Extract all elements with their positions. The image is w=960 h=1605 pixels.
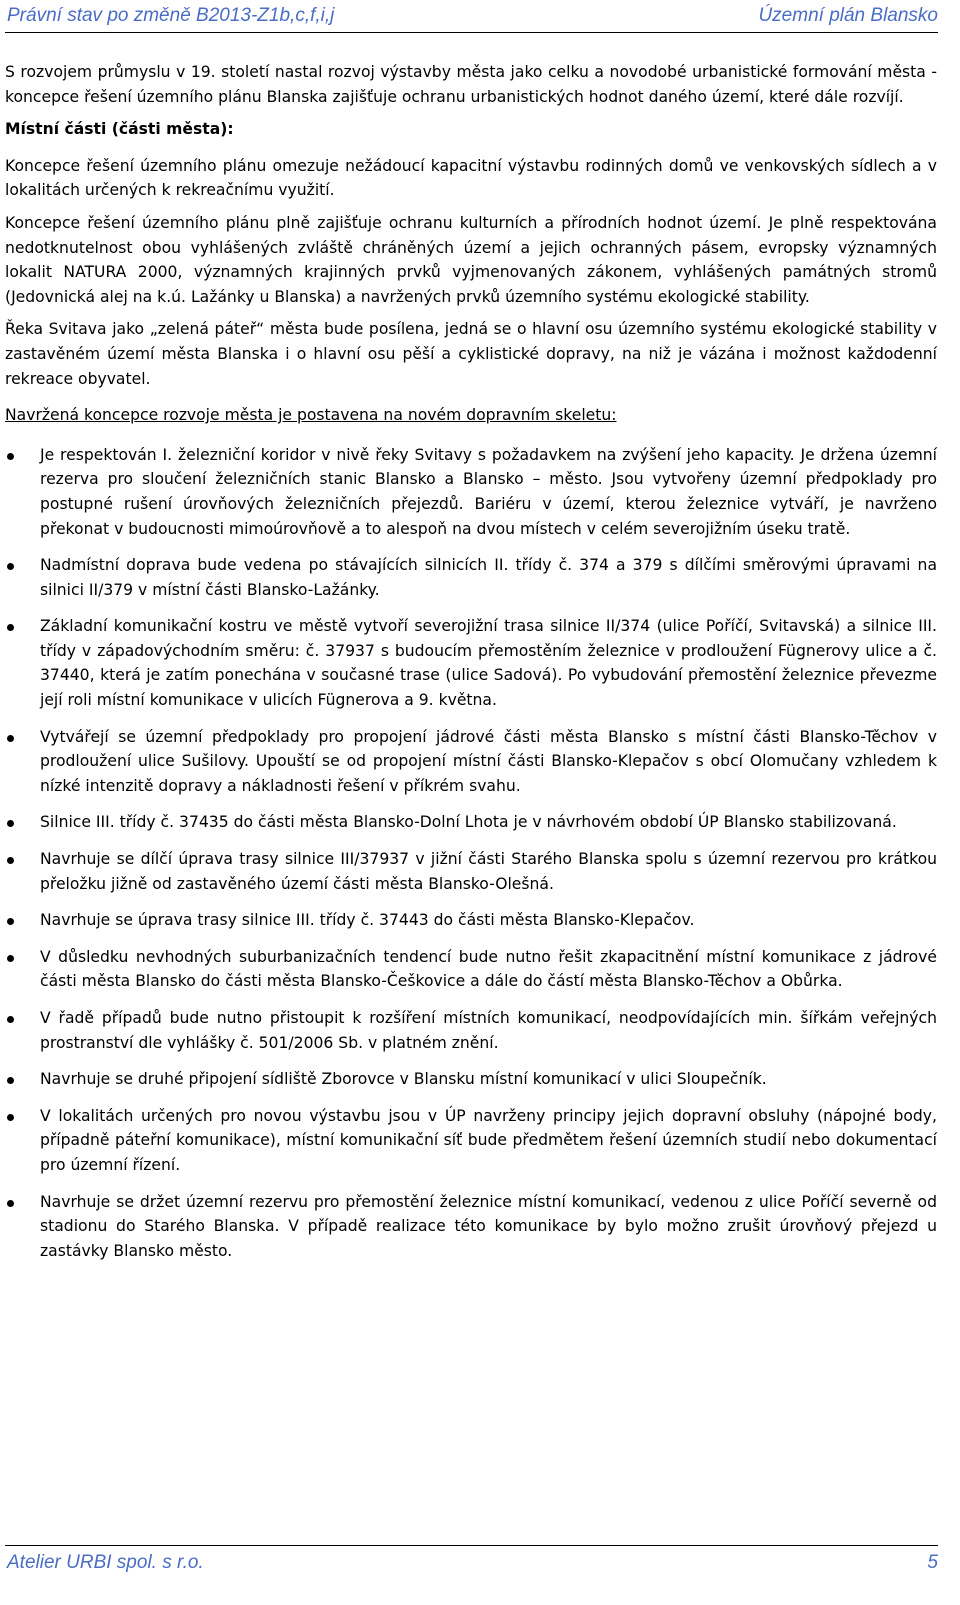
transport-bullet-list xyxy=(5,443,937,1264)
list-item-text: Navrhuje se dílčí úprava trasy silnice III/37937 v jižní části Starého Blanska spolu s územní rezervou pro krátkou přeložku jižně od zastavěného území části města Blansko-Olešná. xyxy=(40,850,937,893)
list-item-text: Vytvářejí se územní předpoklady pro propojení jádrové části města Blansko s místní části Blansko-Těchov v prodloužení ulice Sušilovy. Upouští se od propojení místní části Blansko-Klepačov s obcí Olomučany vzhledem k nízké intenzitě dopravy a nákladnosti řešení v příkrém svahu. xyxy=(40,727,937,795)
list-item-text: Silnice III. třídy č. 37435 do části města Blansko-Dolní Lhota je v návrhovém období ÚP Blansko stabilizovaná. xyxy=(40,813,897,832)
bullet-icon xyxy=(7,918,14,925)
svitava-paragraph: Řeka Svitava jako „zelená páteř“ města bude posílena, jedná se o hlavní osu územního systému ekologické stability v zastavěném území města Blanska i o hlavní osu pěší a cyklistické dopravy, na niž je vázána i možnost každodenní rekreace obyvatel. xyxy=(5,320,937,388)
list-item xyxy=(5,1190,937,1264)
list-item-text: V důsledku nevhodných suburbanizačních tendencí bude nutno řešit zkapacitnění místní komunikace z jádrové části města Blansko do části města Blansko-Češkovice a dále do částí města Blansko-Těchov a Obůrka. xyxy=(40,947,937,991)
list-item xyxy=(5,908,937,933)
bullet-icon xyxy=(7,1114,14,1121)
bullet-icon xyxy=(7,624,14,631)
list-item xyxy=(5,945,937,994)
page-header xyxy=(5,2,938,33)
bullet-icon xyxy=(7,1077,14,1084)
list-item-text: Navrhuje se úprava trasy silnice III. třídy č. 37443 do části města Blansko-Klepačov. xyxy=(40,911,695,930)
header-plan-name: Územní plán Blansko xyxy=(758,5,938,26)
document-body xyxy=(5,60,937,1275)
bullet-icon xyxy=(7,453,14,460)
list-item-text: V řadě případů bude nutno přistoupit k rozšíření místních komunikací, neodpovídajících min. šířkám veřejných prostranství dle vyhlášky č. 501/2006 Sb. v platném znění. xyxy=(40,1009,937,1052)
list-item xyxy=(5,1067,937,1092)
local-parts-paragraph: Koncepce řešení územního plánu omezuje nežádoucí kapacitní výstavbu rodinných domů ve venkovských sídlech a v lokalitách určených k rekreačnímu využití. xyxy=(5,156,937,200)
bullet-icon xyxy=(7,1200,14,1207)
list-item xyxy=(5,1006,937,1055)
bullet-icon xyxy=(7,735,14,742)
header-document-title: Právní stav po změně B2013-Z1b,c,f,i,j xyxy=(7,5,335,26)
list-item-text: Základní komunikační kostru ve městě vytvoří severojižní trasa silnice II/374 (ulice Poříčí, Svitavská) a silnice III. třídy v západovýchodním směru: č. 37937 s budoucím přemostěním železnice v prodloužení Fügnerovy ulice a č. 37440, která je zatím ponechána v současné trase (ulice Sadová). Po vybudování přemostění železnice převezme její roli místní komunikace v ulicích Fügnerova a 9. května. xyxy=(40,617,937,710)
bullet-icon xyxy=(7,955,14,962)
list-item-text: Nadmístní doprava bude vedena po stávajících silnicích II. třídy č. 374 a 379 s dílčími směrovými úpravami na silnici II/379 v místní části Blansko-Lažánky. xyxy=(40,556,937,599)
list-item xyxy=(5,810,937,835)
bullet-icon xyxy=(7,563,14,570)
intro-paragraph: S rozvojem průmyslu v 19. století nastal rozvoj výstavby města jako celku a novodobé urbanistické formování města - koncepce řešení územního plánu Blanska zajišťuje ochranu urbanistických hodnot daného území, které dále rozvíjí. xyxy=(5,63,937,106)
list-item xyxy=(5,725,937,799)
list-item xyxy=(5,443,937,541)
list-item xyxy=(5,553,937,602)
list-item-text: Navrhuje se držet územní rezervu pro přemostění železnice místní komunikací, vedenou z ulice Poříčí severně od stadionu do Starého Blanska. V případě realizace této komunikace by bylo možno zrušit úrovňový přejezd u zastávky Blansko město. xyxy=(40,1192,937,1260)
bullet-icon xyxy=(7,820,14,827)
footer-company: Atelier URBI spol. s r.o. xyxy=(7,1552,204,1573)
list-item xyxy=(5,1104,937,1178)
protection-paragraph: Koncepce řešení územního plánu plně zajišťuje ochranu kulturních a přírodních hodnot území. Je plně respektována nedotknutelnost obou vyhlášených zvláště chráněných území a jejich ochranných pásem, evropsky významných lokalit NATURA 2000, významných krajinných prvků vyjmenovaných zákonem, vyhlášených památných stromů (Jedovnická alej na k.ú. Lažánky u Blanska) a navržených prvků územního systému ekologické stability. xyxy=(5,213,937,306)
bullet-icon xyxy=(7,1016,14,1023)
list-item xyxy=(5,847,937,896)
bullet-icon xyxy=(7,857,14,864)
list-item-text: Navrhuje se druhé připojení sídliště Zborovce v Blansku místní komunikací v ulici Sloupečník. xyxy=(40,1070,767,1089)
page-number: 5 xyxy=(927,1552,938,1573)
list-item-text: V lokalitách určených pro novou výstavbu jsou v ÚP navrženy principy jejich dopravní obsluhy (nápojné body, případně páteřní komunikace), místní komunikační síť bude předmětem řešení územních studií nebo dokumentací pro územní řízení. xyxy=(40,1106,937,1174)
transport-heading: Navržená koncepce rozvoje města je postavena na novém dopravním skeletu: xyxy=(5,406,617,425)
page-footer xyxy=(5,1545,938,1586)
list-item-text: Je respektován I. železniční koridor v nivě řeky Svitavy s požadavkem na zvýšení jeho kapacity. Je držena územní rezerva pro sloučení železničních stanic Blansko a Blansko – město. Jsou vytvořeny územní předpoklady pro postupné rušení úrovňových železničních přejezdů. Bariéru v území, kterou železnice vytváří, je navrženo překonat v budoucnosti mimoúrovňově a to alespoň na dvou místech v celém severojižním úseku tratě. xyxy=(40,445,937,538)
list-item xyxy=(5,614,937,712)
local-parts-heading: Místní části (části města): xyxy=(5,120,234,139)
